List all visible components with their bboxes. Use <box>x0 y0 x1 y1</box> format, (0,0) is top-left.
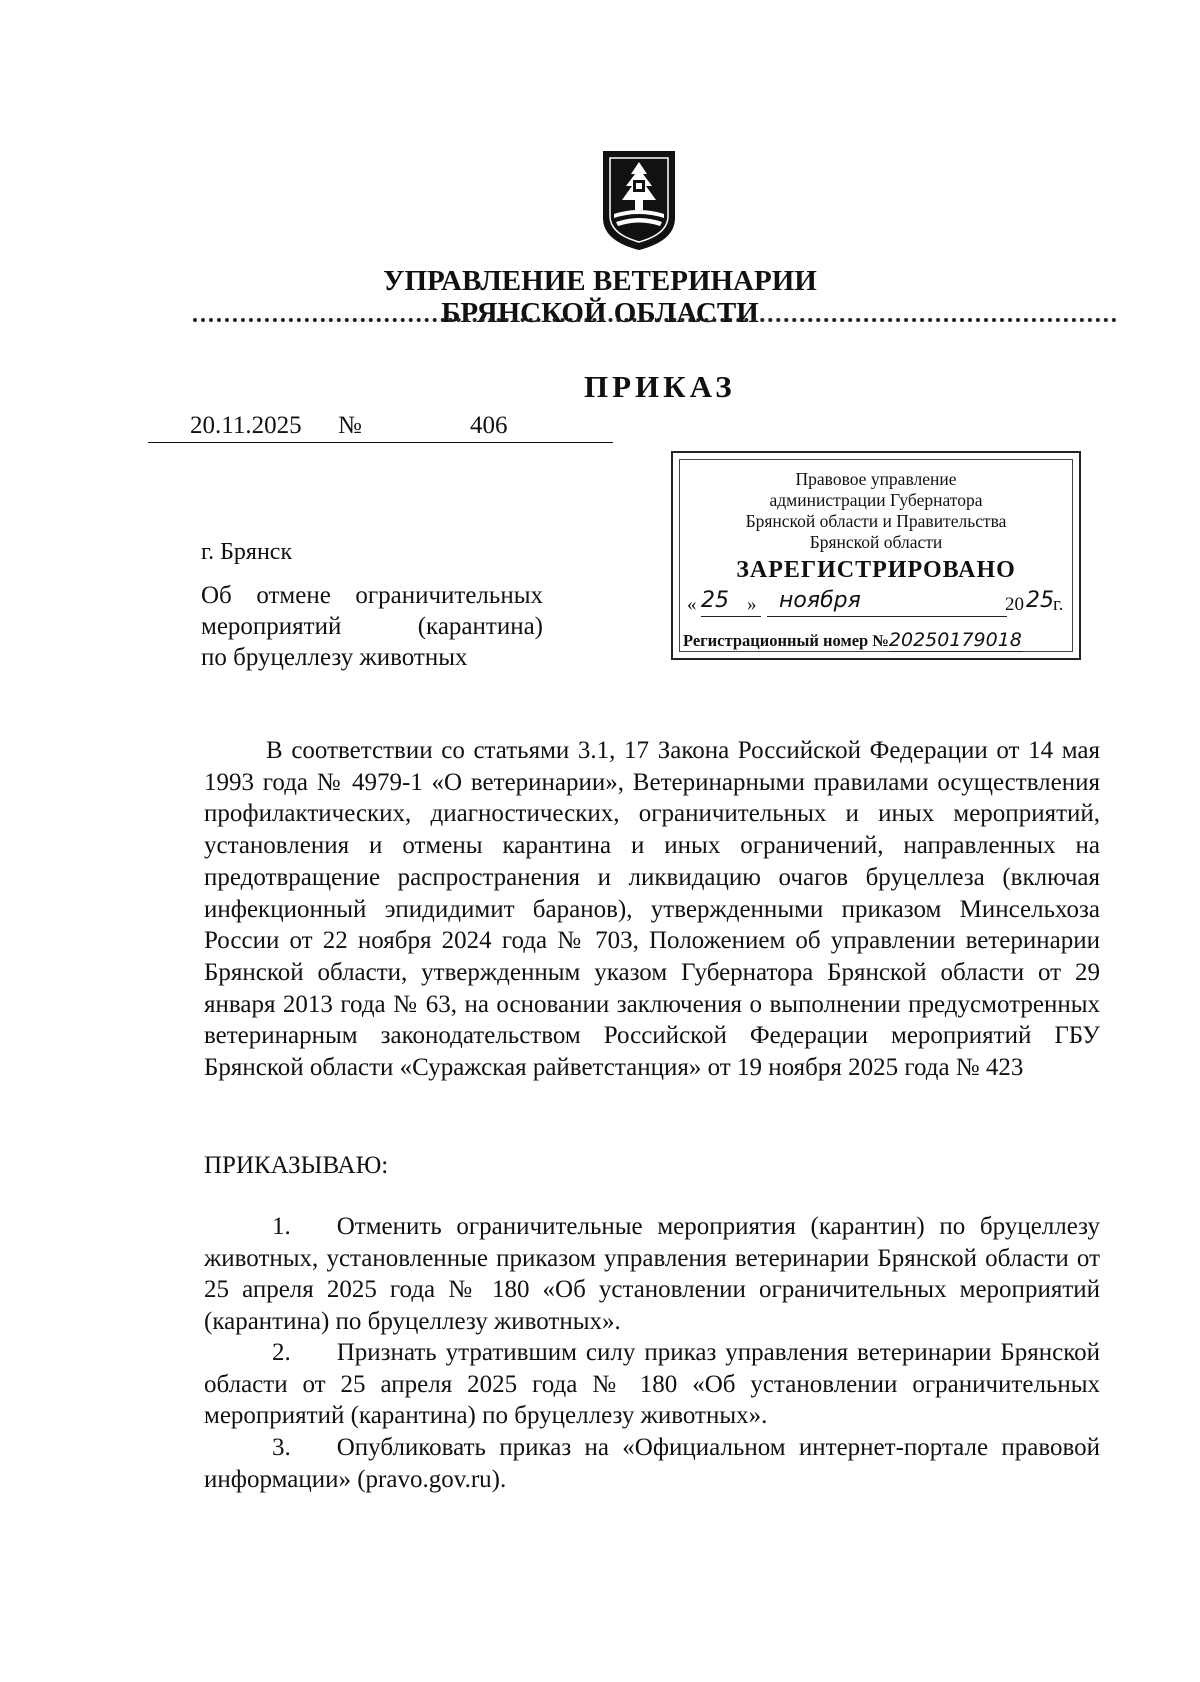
stamp-year-unit: г. <box>1053 594 1064 615</box>
stamp-line: Брянской области <box>809 532 943 552</box>
date-number-line <box>148 408 613 443</box>
order-item-text: Опубликовать приказ на «Официальном интернет-портале правовой информации» (pravo.gov.ru). <box>204 1434 1100 1493</box>
subject-line: Об отмене ограничительных <box>201 582 543 609</box>
order-word: ПРИКАЗЫВАЮ: <box>204 1152 389 1179</box>
stamp-open-quote: « <box>687 594 697 615</box>
order-item-2 <box>204 1337 1100 1432</box>
dotted-divider <box>193 318 1117 322</box>
preamble-text: В соответствии со статьями 3.1, 17 Закона Российской Федерации от 14 мая 1993 года № 4979-1 «О ветеринарии», Ветеринарными правилами осуществления профилактических, диагностических, ограничительных и иных мероприятий, установления и отмены карантина и иных ограничений, направленных на предотвращение распространения и ликвидацию очагов бруцеллеза (включая инфекционный эпидидимит баранов), утвержденными приказом Минсельхоза России от 22 ноября 2024 года № 703, Положением об управлении ветеринарии Брянской области, утвержденным указом Губернатора Брянской области от 29 января 2013 года № 63, на основании заключения о выполнении предусмотренных ветеринарным законодательством Российской Федерации мероприятий ГБУ Брянской области «Суражская райветстанция» от 19 ноября 2025 года № 423 <box>204 737 1100 1082</box>
stamp-month: ноября <box>779 588 861 613</box>
order-item-number: 2. <box>272 1339 291 1366</box>
stamp-line: Брянской области и Правительства <box>745 511 1007 531</box>
city: г. Брянск <box>201 539 293 565</box>
order-item-text: Отменить ограничительные мероприятия (карантин) по бруцеллезу животных, установленные приказом управления ветеринарии Брянской области от 25 апреля 2025 года № 180 «Об установлении ограничительных мероприятий (карантина) по бруцеллезу животных». <box>204 1213 1100 1336</box>
preamble <box>204 735 1100 1084</box>
subject-line: мероприятий (карантина) <box>201 613 543 640</box>
org-name-line1: УПРАВЛЕНИЕ ВЕТЕРИНАРИИ <box>383 265 817 297</box>
order-item-text: Признать утратившим силу приказ управления ветеринарии Брянской области от 25 апреля 2025 года № 180 «Об установлении ограничительных мероприятий (карантина) по бруцеллезу животных». <box>204 1339 1100 1430</box>
stamp-year-prefix: 20 <box>1005 594 1024 615</box>
stamp-reg-number-row <box>683 629 1022 651</box>
stamp-line: Правовое управление <box>795 469 957 489</box>
coat-of-arms-icon <box>600 148 678 252</box>
registration-stamp <box>671 451 1081 660</box>
document-title: ПРИКАЗ <box>584 369 736 404</box>
org-name-line2: БРЯНСКОЙ ОБЛАСТИ <box>441 297 759 329</box>
document-subject <box>201 580 543 673</box>
order-item-3 <box>204 1432 1100 1495</box>
stamp-reg-number: 20250179018 <box>888 629 1022 651</box>
document-date: 20.11.2025 <box>190 412 302 439</box>
stamp-reg-label: Регистрационный номер № <box>683 631 889 650</box>
stamp-line: администрации Губернатора <box>769 490 983 510</box>
stamp-year-suffix: 25 <box>1026 588 1054 613</box>
order-item-number: 1. <box>272 1213 291 1240</box>
stamp-day: 25 <box>701 588 729 613</box>
subject-line: по бруцеллезу животных <box>201 644 468 671</box>
stamp-close-quote: » <box>747 594 757 615</box>
stamp-date <box>687 588 1067 618</box>
order-item-1 <box>204 1211 1100 1338</box>
order-item-number: 3. <box>272 1434 291 1461</box>
stamp-registered: ЗАРЕГИСТРИРОВАНО <box>736 557 1016 583</box>
document-number: 406 <box>470 412 508 439</box>
number-label: № <box>338 412 362 439</box>
